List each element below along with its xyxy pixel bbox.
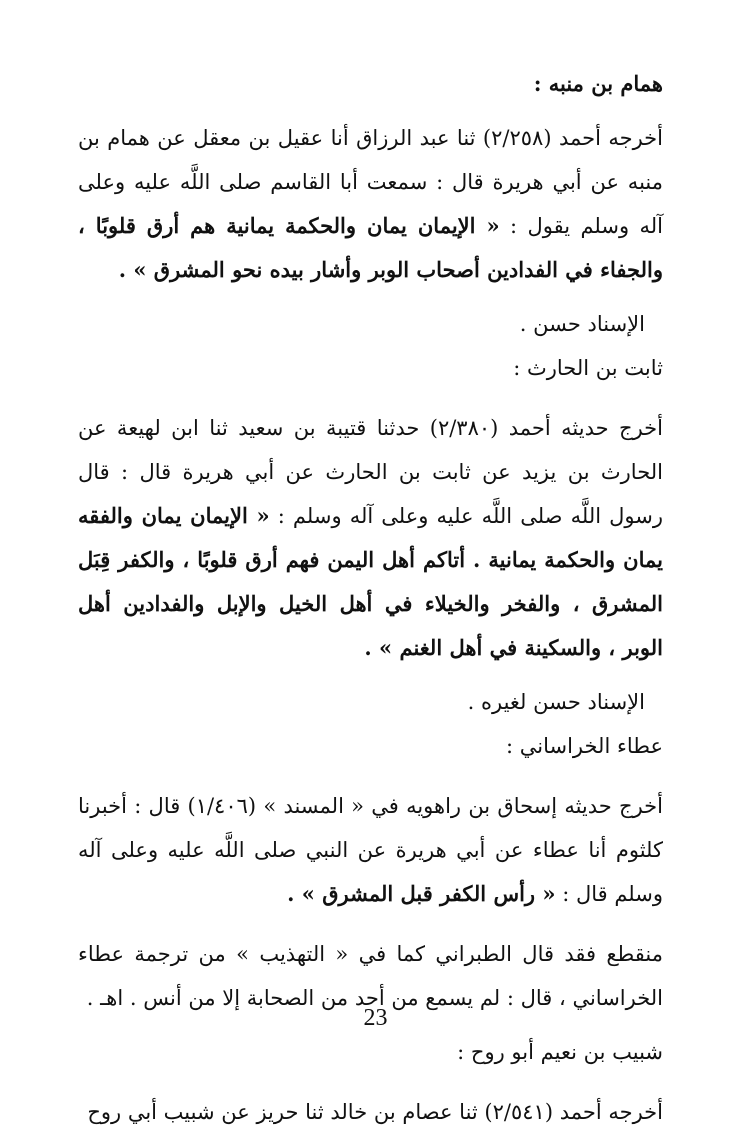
section-heading-hammam: همام بن منبه : (533, 71, 663, 96)
section-heading-shabib: شبيب بن نعيم أبو روح : (457, 1040, 663, 1064)
hadith-text-ata: « رأس الكفر قبل المشرق » . (287, 881, 556, 906)
section-heading-thabit: ثابت بن الحارث : (513, 356, 663, 380)
paragraph-shabib: أخرجه أحمد (٢/٥٤١) ثنا عصام بن خالد ثنا حريز عن شبيب أبي روح (87, 1100, 663, 1124)
grade-hammam: الإسناد حسن . (519, 312, 645, 336)
isnad-text-thabit: أخرج حديثه أحمد (٢/٣٨٠) حدثنا قتيبة بن سعيد ثنا ابن لهيعة عن الحارث بن يزيد عن ثابت بن الحارث عن أبي هريرة قال : قال رسول اللَّه صلى اللَّه عليه وعلى آله وسلم : (78, 416, 664, 528)
paragraph-hammam (78, 116, 663, 292)
section-heading-ata: عطاء الخراساني : (505, 734, 663, 758)
isnad-text-ata: أخرج حديثه إسحاق بن راهويه في « المسند » (١/٤٠٦) قال : أخبرنا كلثوم أنا عطاء عن أبي هريرة عن النبي صلى اللَّه عليه وعلى آله وسلم قال : (78, 794, 663, 906)
paragraph-ata (78, 784, 663, 916)
grade-ata: منقطع فقد قال الطبراني كما في « التهذيب » من ترجمة عطاء الخراساني ، قال : لم يسمع من أحد من الصحابة إلا من أنس . اهـ . (78, 942, 663, 1010)
hadith-text-hammam: « الإيمان يمان والحكمة يمانية هم أرق قلوبًا ، والجفاء في الفدادين أصحاب الوبر وأشار بيده نحو المشرق » . (78, 213, 663, 282)
isnad-text-hammam: أخرجه أحمد (٢/٢٥٨) ثنا عبد الرزاق أنا عقيل بن معقل عن همام بن منبه عن أبي هريرة قال : سمعت أبا القاسم صلى اللَّه عليه وعلى آله وسلم يقول : (78, 126, 663, 238)
page-body (78, 62, 663, 1134)
paragraph-thabit (78, 406, 663, 670)
page-number: 23 (363, 1005, 388, 1031)
grade-thabit: الإسناد حسن لغيره . (467, 690, 645, 714)
hadith-text-thabit: « الإيمان يمان والفقه يمان والحكمة يمانية . أتاكم أهل اليمن فهم أرق قلوبًا ، والكفر قِبَل المشرق ، والفخر والخيلاء في أهل الخيل والإبل والفدادين أهل الوبر ، والسكينة في أهل الغنم » . (78, 503, 663, 660)
